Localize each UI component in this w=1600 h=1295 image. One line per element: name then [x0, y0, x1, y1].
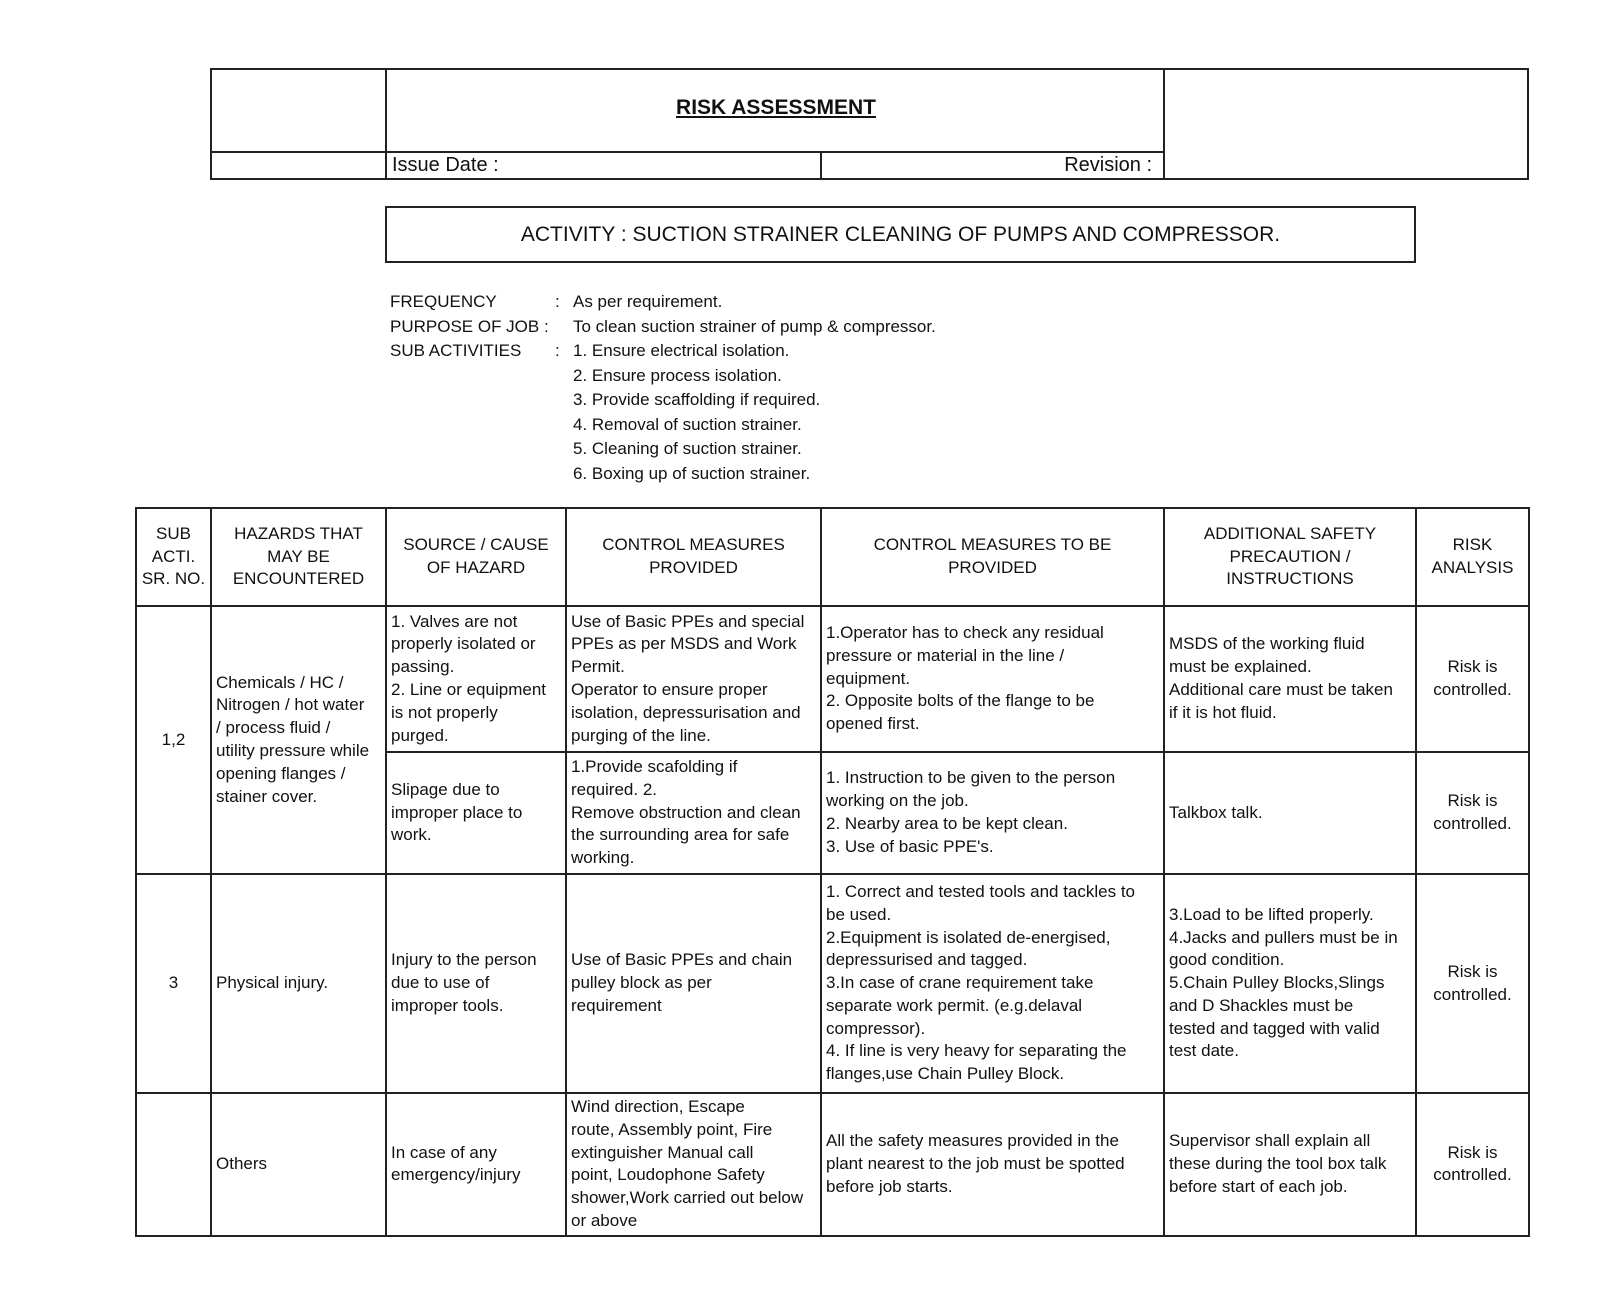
divider — [385, 70, 387, 178]
col-additional: ADDITIONAL SAFETY PRECAUTION / INSTRUCTIONS — [1164, 508, 1416, 606]
source: Slipage due to improper place to work. — [386, 752, 566, 874]
frequency-label: FREQUENCY — [390, 292, 497, 311]
sub-activity: 5. Cleaning of suction strainer. — [573, 439, 802, 458]
divider — [1163, 70, 1165, 178]
risk-analysis: Risk is controlled. — [1416, 606, 1529, 752]
sr-no: 3 — [136, 874, 211, 1093]
risk-analysis: Risk is controlled. — [1416, 752, 1529, 874]
sub-activities-label: SUB ACTIVITIES — [390, 341, 522, 360]
additional-precaution: Talkbox talk. — [1164, 752, 1416, 874]
activity-title: ACTIVITY : SUCTION STRAINER CLEANING OF PUMPS AND COMPRESSOR. — [385, 206, 1416, 263]
control-provided: Use of Basic PPEs and chain pulley block as per requirement — [566, 874, 821, 1093]
col-hazards: HAZARDS THAT MAY BE ENCOUNTERED — [211, 508, 386, 606]
additional-precaution: Supervisor shall explain all these during the tool box talk before start of each job. — [1164, 1093, 1416, 1236]
control-to-provide: 1. Correct and tested tools and tackles to be used. 2.Equipment is isolated de-energised, depressurised and tagged. 3.In case of crane requirement take separate work permit. (e.g.delaval compressor). 4. If line is very heavy for separating the flanges,use Chain Pulley Block. — [821, 874, 1164, 1093]
risk-table — [135, 507, 1530, 1237]
source: 1. Valves are not properly isolated or passing. 2. Line or equipment is not properly purged. — [386, 606, 566, 752]
hazard: Chemicals / HC / Nitrogen / hot water / process fluid / utility pressure while opening flanges / stainer cover. — [211, 606, 386, 874]
col-control-provided: CONTROL MEASURES PROVIDED — [566, 508, 821, 606]
table-header-row — [136, 508, 1529, 606]
revision-label: Revision : — [1064, 154, 1152, 176]
col-risk: RISK ANALYSIS — [1416, 508, 1529, 606]
risk-analysis: Risk is controlled. — [1416, 874, 1529, 1093]
control-provided: Wind direction, Escape route, Assembly point, Fire extinguisher Manual call point, Loudophone Safety shower,Work carried out below or above — [566, 1093, 821, 1236]
control-to-provide: 1.Operator has to check any residual pressure or material in the line / equipment. 2. Opposite bolts of the flange to be opened first. — [821, 606, 1164, 752]
control-to-provide: 1. Instruction to be given to the person working on the job. 2. Nearby area to be kept clean. 3. Use of basic PPE's. — [821, 752, 1164, 874]
sub-activity: 2. Ensure process isolation. — [573, 365, 782, 385]
issue-date-label: Issue Date : — [392, 154, 499, 176]
table-row — [136, 874, 1529, 1093]
document-header — [210, 68, 1529, 180]
table-row — [136, 606, 1529, 752]
divider — [820, 151, 822, 178]
risk-analysis: Risk is controlled. — [1416, 1093, 1529, 1236]
purpose-value: To clean suction strainer of pump & compressor. — [573, 316, 936, 336]
hazard: Others — [211, 1093, 386, 1236]
control-to-provide: All the safety measures provided in the plant nearest to the job must be spotted before job starts. — [821, 1093, 1164, 1236]
sub-activity: 6. Boxing up of suction strainer. — [573, 463, 811, 483]
source: Injury to the person due to use of improper tools. — [386, 874, 566, 1093]
purpose-label: PURPOSE OF JOB : — [390, 316, 549, 336]
control-provided: 1.Provide scafolding if required. 2. Remove obstruction and clean the surrounding area for safe working. — [566, 752, 821, 874]
job-info: FREQUENCY : As per requirement. PURPOSE OF JOB : To clean suction strainer of pump & compressor. SUB ACTIVITIES : 1. Ensure electrical isolation. 2. Ensure process isolation. 3. Provide scaffolding if required. 4. Removal of suction strainer. 5. Cleaning of suction strainer. 6. Boxing up of suction strainer. — [390, 290, 936, 486]
divider — [212, 151, 1165, 153]
source: In case of any emergency/injury — [386, 1093, 566, 1236]
sub-activity: 4. Removal of suction strainer. — [573, 414, 802, 434]
additional-precaution: 3.Load to be lifted properly. 4.Jacks and pullers must be in good condition. 5.Chain Pulley Blocks,Slings and D Shackles must be tested and tagged with valid test date. — [1164, 874, 1416, 1093]
additional-precaution: MSDS of the working fluid must be explained. Additional care must be taken if it is hot fluid. — [1164, 606, 1416, 752]
sub-activity: 1. Ensure electrical isolation. — [573, 341, 790, 360]
sub-activities-list — [573, 339, 820, 486]
sr-no: 1,2 — [136, 606, 211, 874]
col-source: SOURCE / CAUSE OF HAZARD — [386, 508, 566, 606]
frequency-value: As per requirement. — [573, 292, 723, 311]
hazard: Physical injury. — [211, 874, 386, 1093]
control-provided: Use of Basic PPEs and special PPEs as per MSDS and Work Permit. Operator to ensure proper isolation, depressurisation and purging of the line. — [566, 606, 821, 752]
sub-activity: 3. Provide scaffolding if required. — [573, 390, 821, 409]
document-title: RISK ASSESSMENT — [676, 96, 876, 119]
col-control-to-provide: CONTROL MEASURES TO BE PROVIDED — [821, 508, 1164, 606]
sr-no — [136, 1093, 211, 1236]
table-row — [136, 1093, 1529, 1236]
col-sr-no: SUB ACTI. SR. NO. — [136, 508, 211, 606]
